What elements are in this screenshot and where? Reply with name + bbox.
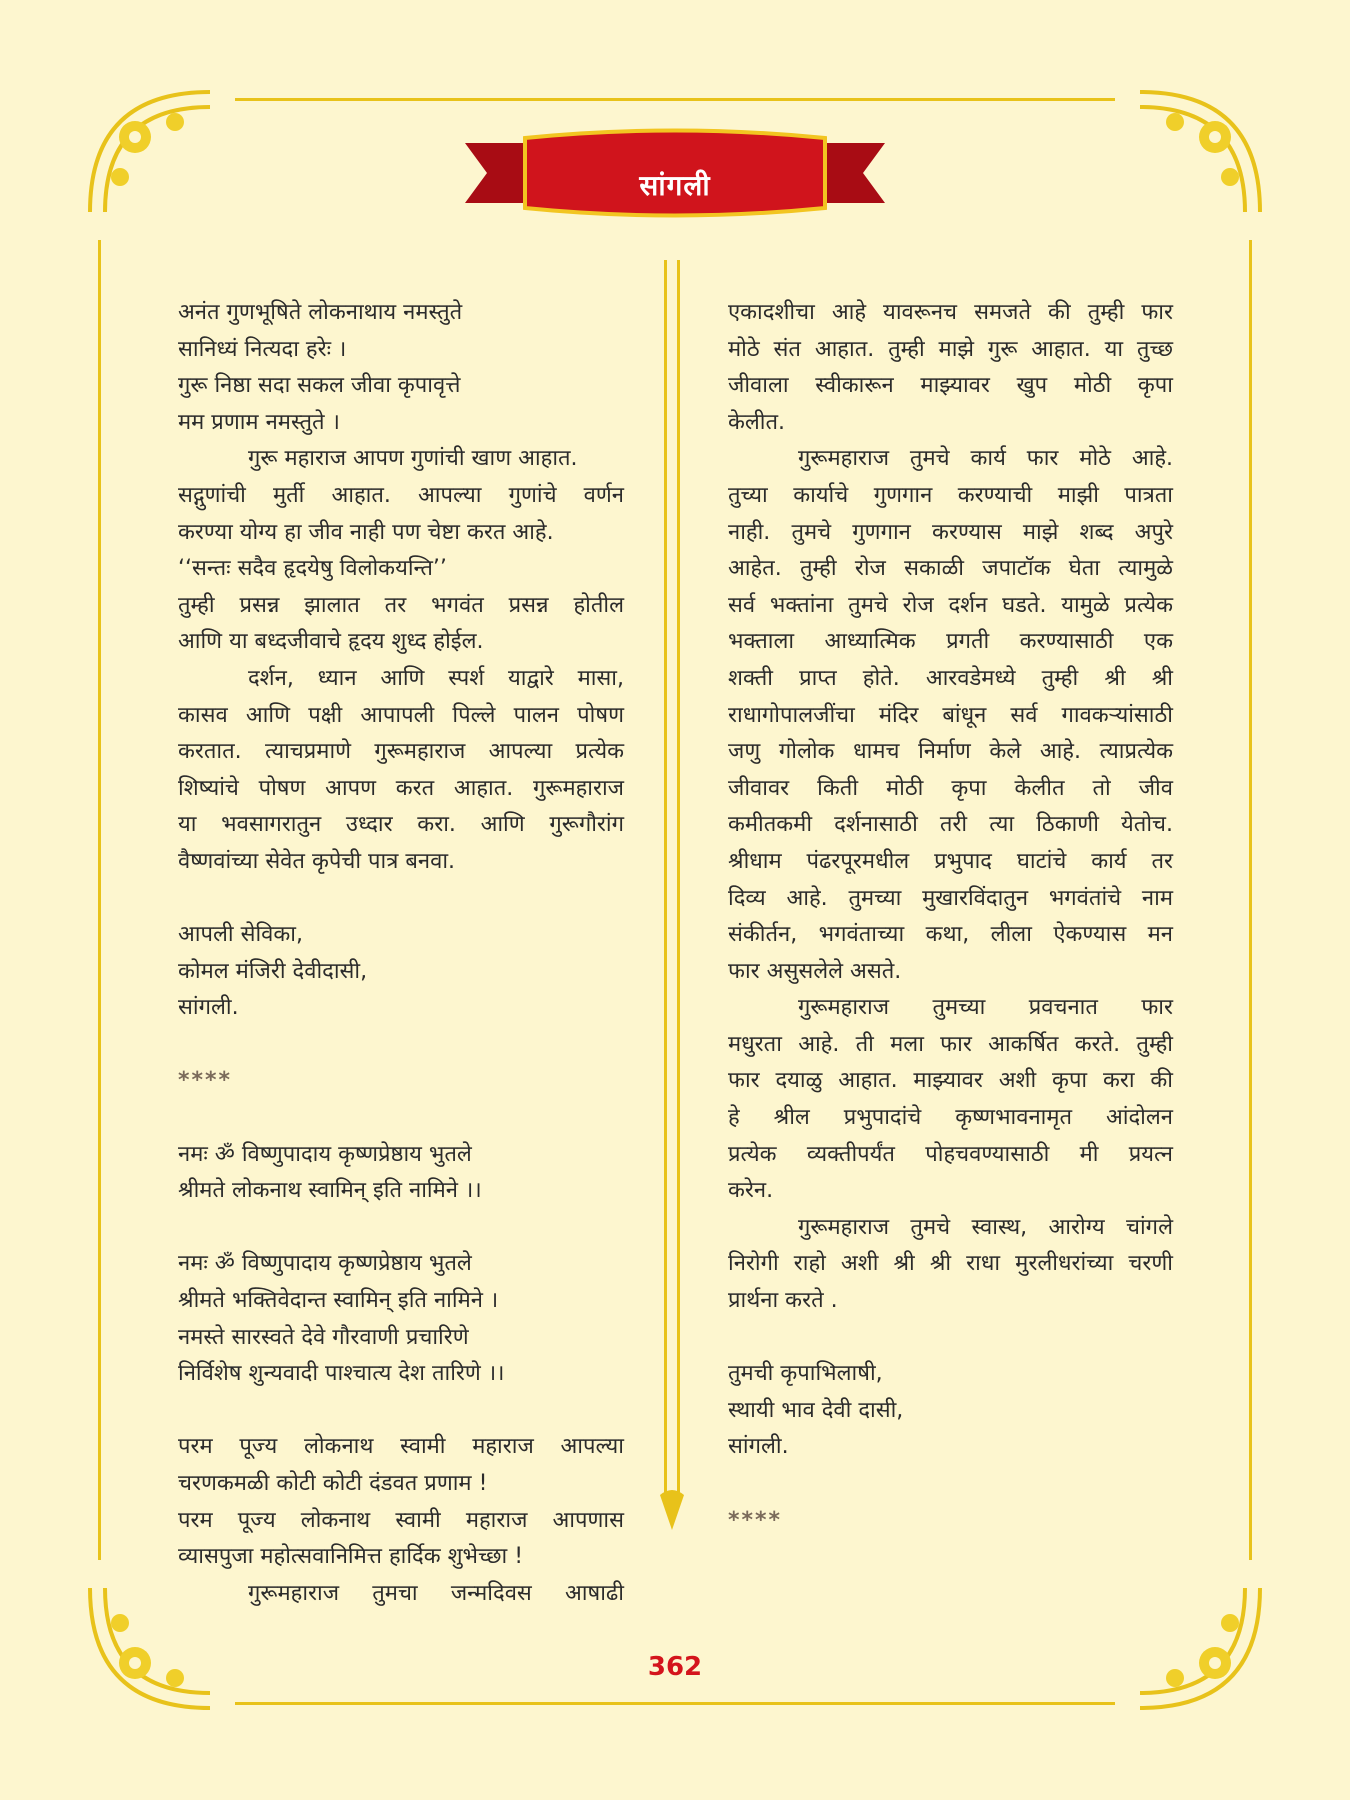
text-line: व्यासपुजा महोत्सवानिमित्त हार्दिक शुभेच्छा ! [178,1544,524,1570]
page-title: सांगली [639,169,711,202]
text-line: जणु गोलोक धामच निर्माण केले आहे. त्याप्रत्येक [728,739,1173,765]
blank-line [728,1466,1173,1503]
text-line: फार असुसलेले असते. [728,958,902,984]
text-line: संकीर्तन, भगवंताच्या कथा, लीला ऐकण्यास मन [728,922,1173,948]
frame-bottom-line [235,1702,1115,1705]
text-line: अनंत गुणभूषिते लोकनाथाय नमस्तुते [178,300,463,325]
frame-right-line [1249,240,1252,1560]
text-line: सद्गुणांची मुर्ती आहात. आपल्या गुणांचे वर्णन [178,482,624,508]
blank-line [178,1027,624,1064]
text-line: श्रीधाम पंढरपूरमधील प्रभुपाद घाटांचे कार्य तर [728,848,1173,874]
text-line: मधुरता आहे. ती मला फार आकर्षित करते. तुम्ही [728,1031,1173,1057]
text-line: नाही. तुमचे गुणगान करण्यास माझे शब्द अपुरे [728,519,1173,545]
text-line: गुरूमहाराज तुमचे स्वास्थ, आरोग्य चांगले [798,1214,1173,1240]
text-line: केलीत. [728,409,786,435]
signature-line: तुमची कृपाभिलाषी, [728,1361,883,1387]
text-line: सर्व भक्तांना तुमचे रोज दर्शन घडते. यामुळे प्रत्येक [728,592,1173,618]
signature-line: कोमल मंजिरी देवीदासी, [178,958,368,984]
blank-line [728,1320,1173,1357]
verse-line: नमः ॐ विष्णुपादाय कृष्णप्रेष्ठाय भुतले [178,1141,472,1167]
text-line: एकादशीचा आहे यावरूनच समजते की तुम्ही फार [728,300,1173,325]
blank-line [178,1210,624,1247]
verse-line: श्रीमते भक्तिवेदान्त स्वामिन् इति नामिने । [178,1288,499,1314]
text-line: गुरूमहाराज तुमचा जन्मदिवस आषाढी [248,1580,624,1606]
text-line: जीवावर किती मोठी कृपा केलीत तो जीव [728,775,1173,801]
verse-line: निर्विशेष शुन्यवादी पाश्चात्य देश तारिणे ।। [178,1361,505,1387]
text-line: करेन. [728,1178,774,1204]
text-line: प्रत्येक व्यक्तीपर्यंत पोहचवण्यासाठी मी प्रयत्न [728,1141,1173,1167]
text-line: परम पूज्य लोकनाथ स्वामी महाराज आपणास [178,1507,624,1533]
blank-line [178,1100,624,1137]
text-line: मम प्रणाम नमस्तुते । [178,409,340,435]
text-line: गुरू महाराज आपण गुणांची खाण आहात. [248,446,578,472]
text-line: मोठे संत आहात. तुम्ही माझे गुरू आहात. या तुच्छ [728,336,1173,362]
text-line: तुच्या कार्याचे गुणगान करण्याची माझी पात्रता [728,482,1173,508]
text-line: प्रार्थना करते . [728,1288,838,1314]
text-line: राधागोपालजींचा मंदिर बांधून सर्व गावकऱ्यांसाठी [728,702,1173,728]
text-line: गुरूमहाराज तुमचे कार्य फार मोठे आहे. [798,446,1173,472]
verse-line: श्रीमते लोकनाथ स्वामिन् इति नामिने ।। [178,1178,482,1204]
corner-ornament-top-right [1130,82,1270,222]
verse-line: नमः ॐ विष्णुपादाय कृष्णप्रेष्ठाय भुतले [178,1251,472,1277]
text-line: फार दयाळु आहात. माझ्यावर अशी कृपा करा की [728,1068,1173,1094]
text-line: करतात. त्याचप्रमाणे गुरूमहाराज आपल्या प्रत्येक [178,739,624,765]
text-line: चरणकमळी कोटी कोटी दंडवत प्रणाम ! [178,1471,488,1496]
signature-line: स्थायी भाव देवी दासी, [728,1397,904,1423]
corner-ornament-bottom-right [1130,1578,1270,1718]
text-line: करण्या योग्य हा जीव नाही पण चेष्टा करत आहे. [178,519,554,545]
signature-line: सांगली. [728,1434,789,1460]
signature-line: सांगली. [178,995,239,1021]
text-line: कासव आणि पक्षी आपापली पिल्ले पालन पोषण [178,702,624,728]
section-separator: **** [178,1068,233,1094]
corner-ornament-top-left [80,82,220,222]
text-line: आणि या बध्दजीवाचे हृदय शुध्द होईल. [178,629,484,655]
frame-top-line [235,98,1115,101]
text-line: शिष्यांचे पोषण आपण करत आहात. गुरूमहाराज [178,775,624,801]
blank-line [178,1393,624,1430]
text-line: परम पूज्य लोकनाथ स्वामी महाराज आपल्या [178,1434,624,1460]
text-line: गुरू निष्ठा सदा सकल जीवा कृपावृत्ते [178,373,461,399]
text-line: दर्शन, ध्यान आणि स्पर्श याद्वारे मासा, [248,665,624,691]
text-line: ‘‘सन्तः सदैव हृदयेषु विलोकयन्ति’’ [178,556,447,582]
text-line: दिव्य आहे. तुमच्या मुखारविंदातुन भगवंतांचे नाम [728,885,1173,911]
text-line: कमीतकमी दर्शनासाठी तरी त्या ठिकाणी येतोच. [728,812,1173,838]
text-line: निरोगी राहो अशी श्री श्री राधा मुरलीधरांच्या चरणी [728,1251,1173,1277]
text-line: सानिध्यं नित्यदा हरेः । [178,336,347,362]
text-line: शक्ती प्राप्त होते. आरवडेमध्ये तुम्ही श्री श्री [728,665,1173,691]
left-column [178,295,624,1612]
text-line: गुरूमहाराज तुमच्या प्रवचनात फार [798,995,1173,1021]
text-line: आहेत. तुम्ही रोज सकाळी जपाटॉक घेता त्यामुळे [728,556,1173,582]
column-divider [660,260,684,1530]
blank-line [178,881,624,918]
frame-left-line [98,240,101,1560]
text-line: जीवाला स्वीकारून माझ्यावर खुप मोठी कृपा [728,373,1173,399]
text-line: तुम्ही प्रसन्न झालात तर भगवंत प्रसन्न होतील [178,592,624,618]
text-line: या भवसागरातुन उध्दार करा. आणि गुरूगौरांग [178,812,624,838]
page-number: 362 [647,1652,703,1682]
text-line: भक्ताला आध्यात्मिक प्रगती करण्यासाठी एक [728,629,1173,655]
right-column [728,295,1173,1539]
section-separator: **** [728,1507,783,1533]
signature-line: आपली सेविका, [178,922,303,948]
text-line: हे श्रील प्रभुपादांचे कृष्णभावनामृत आंदोलन [728,1105,1173,1131]
text-line: वैष्णवांच्या सेवेत कृपेची पात्र बनवा. [178,848,456,874]
verse-line: नमस्ते सारस्वते देवे गौरवाणी प्रचारिणे [178,1324,469,1350]
